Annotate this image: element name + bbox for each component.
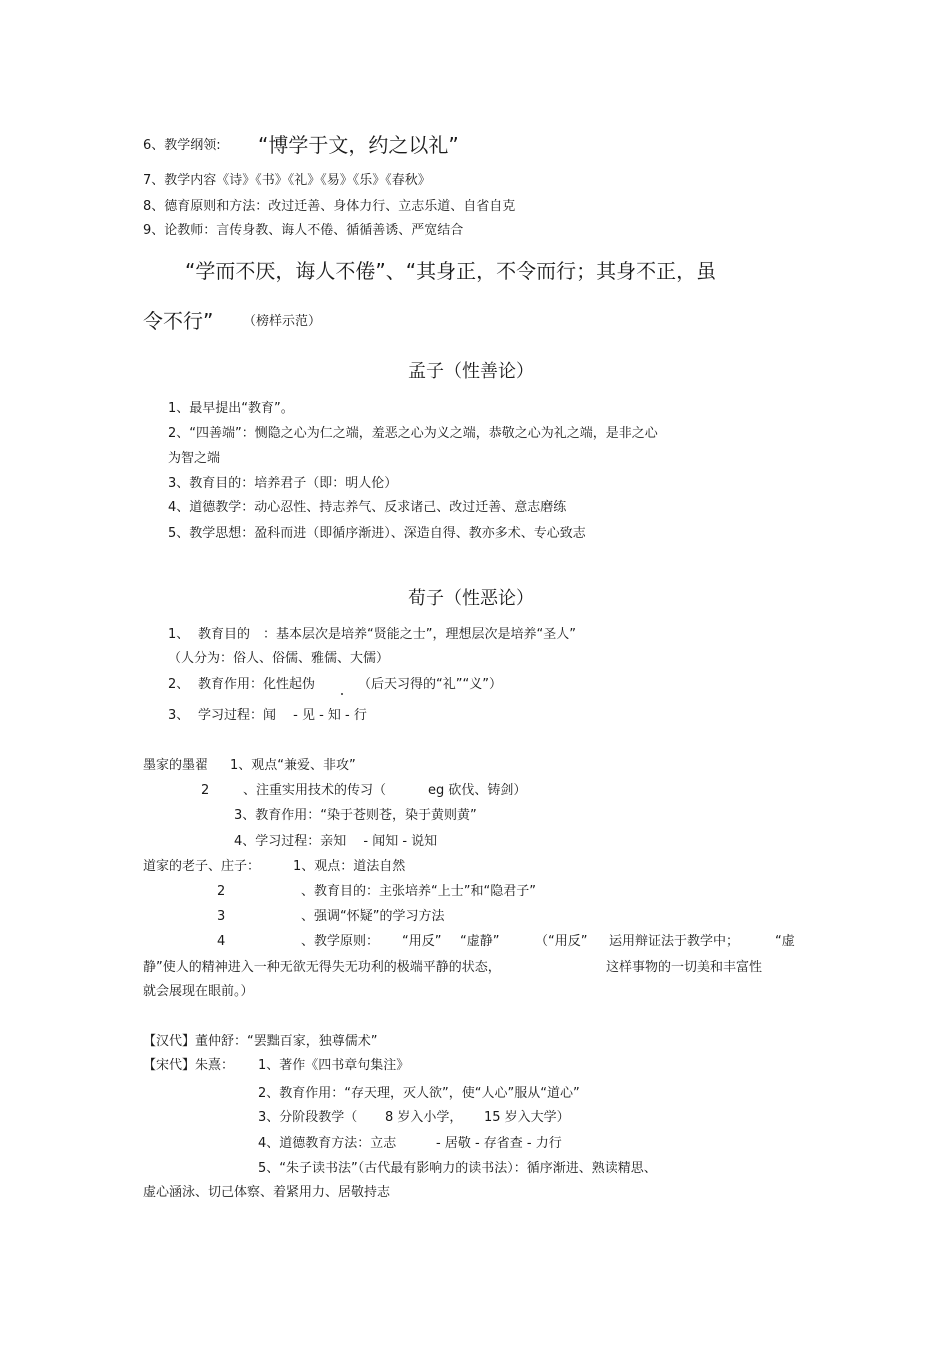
- mohism-item-4: 4、学习过程：亲知 - 闻知 - 说知: [234, 834, 438, 849]
- daoism-item-1: 1、观点：道法自然: [293, 859, 406, 874]
- xunzi-item-3-num: 3、: [168, 708, 190, 723]
- moral-education-line: 8、德育原则和方法：改过迁善、身体力行、立志乐道、自省自克: [143, 199, 516, 214]
- daoism-item-4-yongfan: “用反”: [402, 934, 442, 949]
- xunzi-item-2-num: 2、: [168, 677, 190, 692]
- zhuxi-item-5: 5、“朱子读书法”（古代最有影响力的读书法）：循序渐进、熟读精思、: [258, 1161, 657, 1176]
- daoism-item-4-xujing: “虚静”: [460, 934, 500, 949]
- mencius-item-3: 3、教育目的：培养君子（即：明人伦）: [168, 476, 398, 491]
- stray-dot: [341, 693, 343, 695]
- mohism-item-2-eg: eg 砍伐、铸剑）: [428, 783, 527, 798]
- zhuxi-item-4: 4、道德教育方法：立志: [258, 1136, 397, 1151]
- mencius-item-2-cont: 为智之端: [168, 451, 221, 466]
- role-model-note: （榜样示范）: [243, 314, 322, 329]
- zhuxi-item-1: 1、著作《四书章句集注》: [258, 1058, 410, 1073]
- xunzi-item-2: 教育作用：化性起伪: [198, 677, 316, 692]
- daoism-item-4-label: 、教学原则：: [301, 934, 380, 949]
- mencius-heading: 孟子（性善论）: [408, 361, 534, 382]
- mencius-item-2: 2、“四善端”：恻隐之心为仁之端，羞恶之心为义之端，恭敬之心为礼之端，是非之心: [168, 426, 658, 441]
- xunzi-item-2-note: （后天习得的“礼”“义”）: [358, 677, 502, 692]
- daoism-item-4-end: 就会展现在眼前。）: [143, 984, 254, 999]
- daoism-item-4-xu: “虚: [775, 934, 795, 949]
- daoism-item-2-num: 2: [217, 884, 226, 899]
- daoism-item-3-num: 3: [217, 909, 226, 924]
- mencius-item-4: 4、道德教学：动心忍性、持志养气、反求诸己、改过迁善、意志磨练: [168, 500, 567, 515]
- zhuxi-item-3-university: 15 岁入大学）: [484, 1110, 570, 1125]
- xunzi-item-1: 教育目的 ：基本层次是培养“贤能之士”，理想层次是培养“圣人”: [198, 627, 576, 642]
- han-dynasty-line: 【汉代】董仲舒：“罢黜百家，独尊儒术”: [143, 1034, 378, 1049]
- zhuxi-item-2: 2、教育作用：“存天理，灭人欲”，使“人心”服从“道心”: [258, 1086, 580, 1101]
- teacher-line: 9、论教师：言传身教、诲人不倦、循循善诱、严宽结合: [143, 223, 464, 238]
- teaching-content-line: 7、教学内容《诗》《书》《礼》《易》《乐》《春秋》: [143, 173, 431, 188]
- mencius-item-5: 5、教学思想：盈科而进（即循序渐进）、深造自得、教亦多术、专心致志: [168, 526, 586, 541]
- mohism-item-2-num: 2: [201, 783, 210, 798]
- xunzi-item-3: 学习过程：闻 - 见 - 知 - 行: [198, 708, 367, 723]
- mohism-item-1: 1、观点“兼爱、非攻”: [230, 758, 356, 773]
- xunzi-heading: 荀子（性恶论）: [408, 588, 534, 609]
- mohism-item-2: 、注重实用技术的传习（: [243, 783, 387, 798]
- zhuxi-item-4-steps: - 居敬 - 存省查 - 力行: [436, 1136, 562, 1151]
- daoism-item-3: 、强调“怀疑”的学习方法: [301, 909, 445, 924]
- xunzi-item-1-num: 1、: [168, 627, 190, 642]
- mohism-item-3: 3、教育作用：“染于苍则苍，染于黄则黄”: [234, 808, 477, 823]
- zhuxi-item-3: 3、分阶段教学（: [258, 1110, 358, 1125]
- zhuxi-item-5-cont: 虚心涵泳、切己体察、着紧用力、居敬持志: [143, 1185, 391, 1200]
- daoism-item-4-num: 4: [217, 934, 226, 949]
- teaching-program-quote: “博学于文，约之以礼”: [258, 133, 459, 157]
- mencius-item-1: 1、最早提出“教育”。: [168, 401, 294, 416]
- mohism-school: 墨家的墨翟: [143, 758, 209, 773]
- xunzi-item-1-note: （人分为：俗人、俗儒、雅儒、大儒）: [168, 651, 390, 666]
- daoism-item-4-paren: （“用反”: [535, 934, 588, 949]
- daoism-school: 道家的老子、庄子：: [143, 859, 261, 874]
- famous-quote-line1: “学而不厌，诲人不倦”、“其身正，不令而行；其身不正，虽: [185, 259, 717, 283]
- daoism-item-4-cont: 静”使人的精神进入一种无欲无得失无功利的极端平静的状态，: [143, 960, 501, 975]
- teaching-program-label: 6、教学纲领:: [143, 138, 221, 153]
- daoism-item-4-cont-b: 这样事物的一切美和丰富性: [606, 960, 763, 975]
- daoism-item-2: 、教育目的：主张培养“上士”和“隐君子”: [301, 884, 536, 899]
- daoism-item-4-dialectic: 运用辩证法于教学中；: [609, 934, 740, 949]
- song-dynasty-label: 【宋代】朱熹：: [143, 1058, 235, 1073]
- zhuxi-item-3-primary: 8 岁入小学，: [385, 1110, 463, 1125]
- famous-quote-line2: 令不行”: [143, 309, 214, 333]
